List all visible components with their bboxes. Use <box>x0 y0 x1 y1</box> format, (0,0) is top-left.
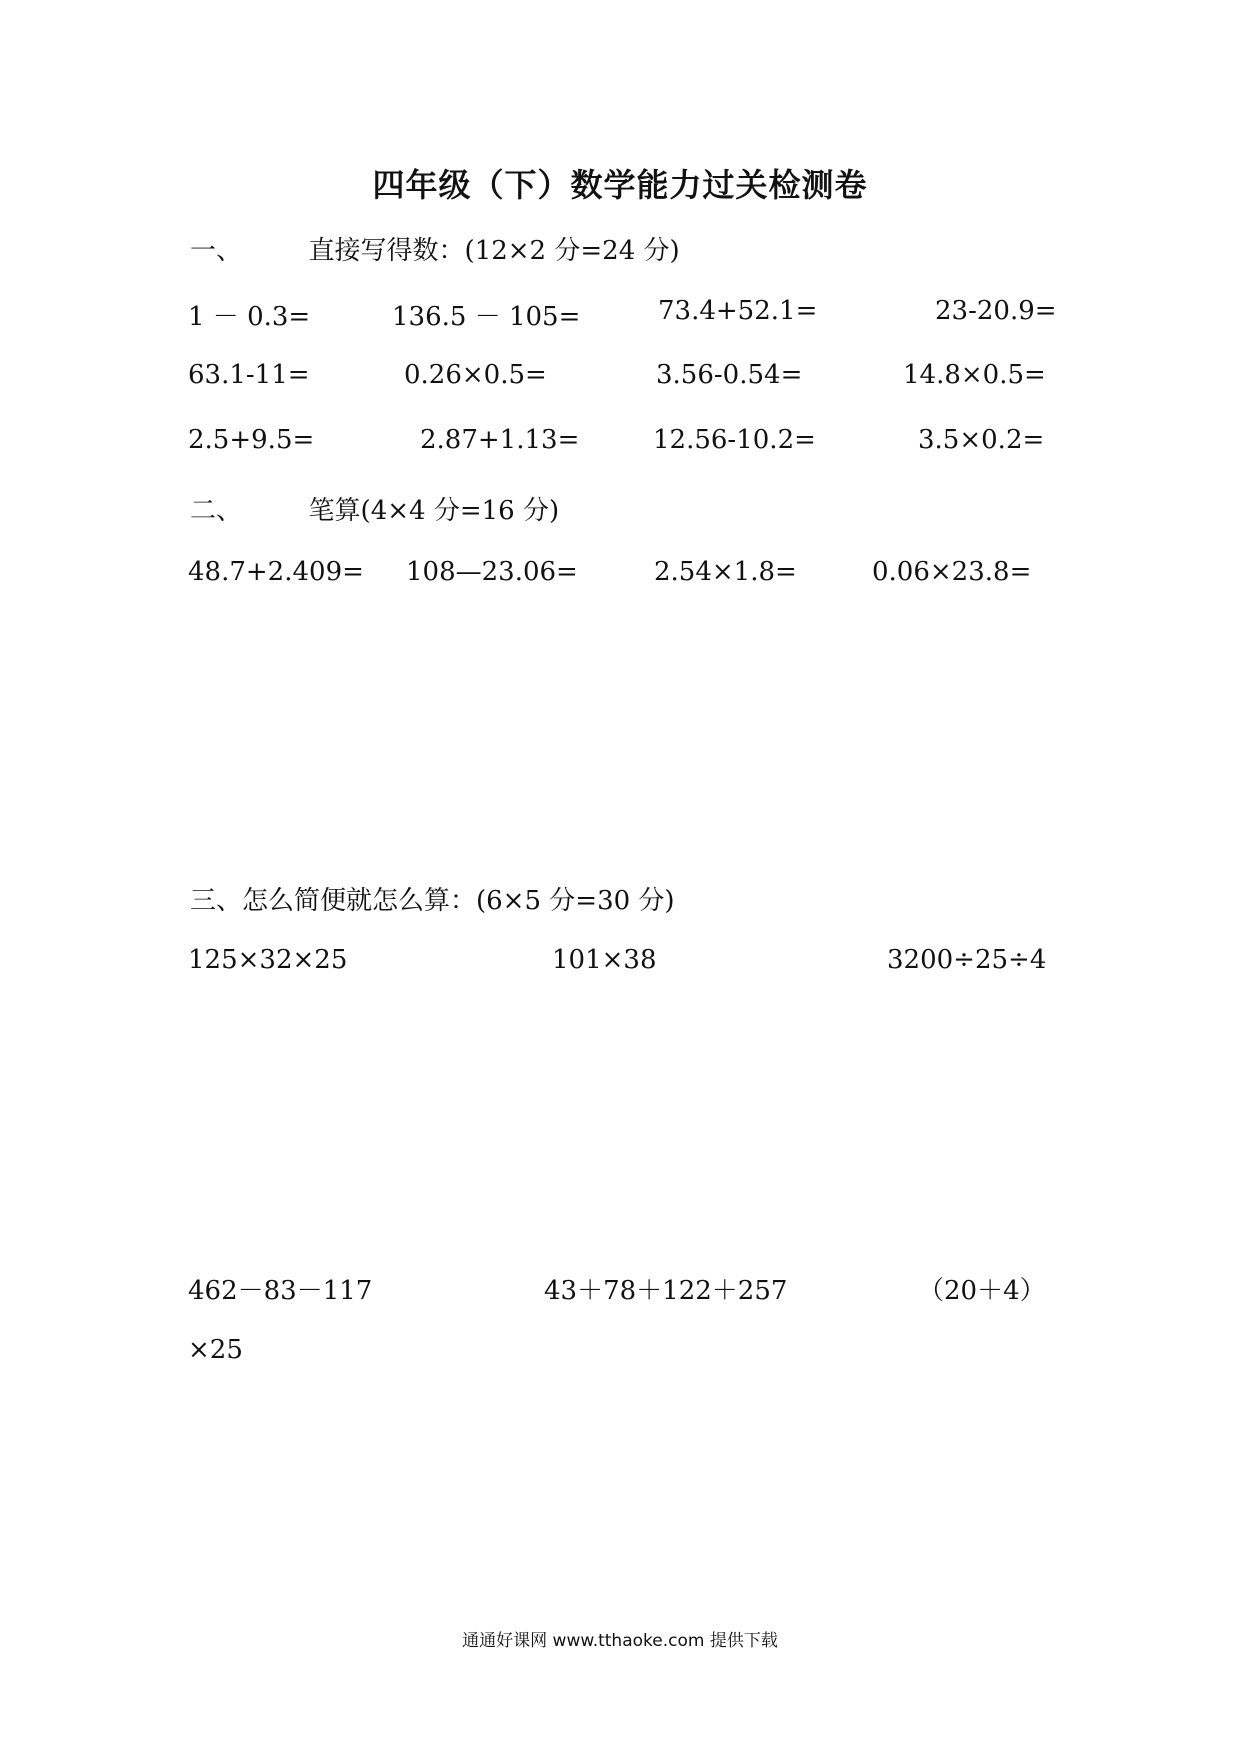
section3-heading <box>190 880 675 917</box>
section1-heading <box>190 230 680 267</box>
section3-row-1 <box>0 945 1240 985</box>
problem-2-4: 14.8×0.5= <box>903 360 1046 390</box>
problem-2-2: 0.26×0.5= <box>404 360 547 390</box>
simplify-problem-1: 125×32×25 <box>188 945 348 975</box>
written-problem-3: 2.54×1.8= <box>654 557 797 587</box>
problem-1-2: 136.5 － 105= <box>392 302 581 332</box>
written-problem-1: 48.7+2.409= <box>188 557 364 587</box>
simplify-problem-3: 3200÷25÷4 <box>887 945 1047 975</box>
simplify-problem-5: 43＋78＋122＋257 <box>544 1276 788 1306</box>
page-title: 四年级（下）数学能力过关检测卷 <box>372 166 868 204</box>
written-problem-4: 0.06×23.8= <box>872 557 1032 587</box>
section3-title: 三、怎么简便就怎么算：(6×5 分=30 分) <box>190 886 675 916</box>
simplify-problem-6-continued: ×25 <box>188 1335 243 1365</box>
section3-row-2 <box>0 1270 1240 1310</box>
problem-3-2: 2.87+1.13= <box>420 425 580 455</box>
problem-1-4: 23-20.9= <box>935 296 1057 326</box>
problem-3-1: 2.5+9.5= <box>188 425 315 455</box>
section1-number: 一、 <box>190 236 243 266</box>
section2-title: 笔算(4×4 分=16 分) <box>308 496 560 526</box>
written-problem-2: 108—23.06= <box>406 557 578 587</box>
section1-row-2 <box>0 360 1240 400</box>
section1-title: 直接写得数：(12×2 分=24 分) <box>308 236 680 266</box>
section2-number: 二、 <box>190 496 243 526</box>
simplify-problem-2: 101×38 <box>552 945 657 975</box>
problem-1-1: 1 － 0.3= <box>188 302 311 332</box>
section2-heading <box>190 490 559 527</box>
section1-row-3 <box>0 425 1240 465</box>
problem-2-1: 63.1-11= <box>188 360 310 390</box>
section1-row-1 <box>0 296 1240 336</box>
problem-3-3: 12.56-10.2= <box>653 425 816 455</box>
section3-row-2-wrap <box>0 1335 1240 1375</box>
footer-credit: 通通好课网 www.tthaoke.com 提供下载 <box>462 1631 778 1651</box>
problem-2-3: 3.56-0.54= <box>656 360 803 390</box>
section2-row <box>0 557 1240 597</box>
simplify-problem-6: （20＋4） <box>918 1276 1046 1306</box>
problem-1-3: 73.4+52.1= <box>658 296 818 326</box>
simplify-problem-4: 462－83－117 <box>188 1276 373 1306</box>
problem-3-4: 3.5×0.2= <box>918 425 1045 455</box>
